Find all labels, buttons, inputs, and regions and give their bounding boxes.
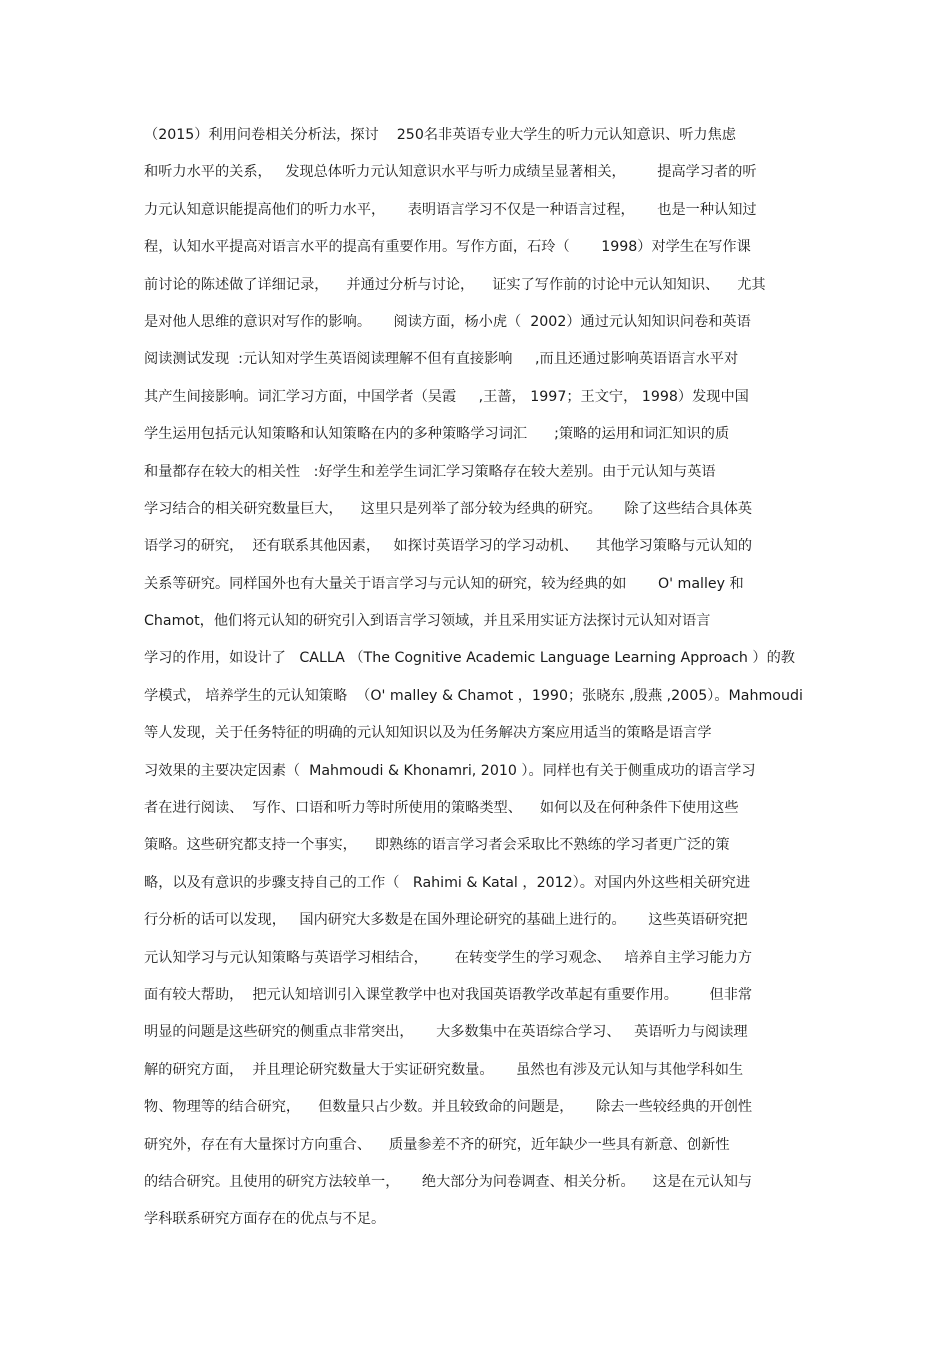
text-line: 和听力水平的关系， 发现总体听力元认知意识水平与听力成绩呈显著相关， 提高学习者的听 — [144, 164, 757, 181]
text-line: 语学习的研究， 还有联系其他因素， 如探讨英语学习的学习动机、 其他学习策略与元认知的 — [144, 538, 753, 555]
text-line: 是对他人思维的意识对写作的影响。 阅读方面，杨小虎（ 2002）通过元认知知识问卷和英语 — [144, 313, 751, 330]
text-line: 习效果的主要决定因素（ Mahmoudi & Khonamri, 2010 ）。同样也有关于侧重成功的语言学习 — [144, 762, 756, 779]
text-line: 阅读测试发现 :元认知对学生英语阅读理解不但有直接影响 ,而且还通过影响英语语言水平对 — [144, 351, 739, 368]
text-line: 的结合研究。且使用的研究方法较单一， 绝大部分为问卷调查、相关分析。 这是在元认知与 — [144, 1173, 753, 1190]
text-line: 面有较大帮助， 把元认知培训引入课堂教学中也对我国英语教学改革起有重要作用。 但非常 — [144, 986, 753, 1003]
text-line: 学科联系研究方面存在的优点与不足。 — [144, 1211, 386, 1228]
text-line: 学模式， 培养学生的元认知策略 （O' malley & Chamot ，1990；张晓东 ,殷燕 ,2005）。Mahmoudi — [144, 687, 803, 704]
text-line: 明显的问题是这些研究的侧重点非常突出， 大多数集中在英语综合学习、 英语听力与阅读理 — [144, 1024, 748, 1041]
text-line: 学习的作用，如设计了 CALLA （The Cognitive Academic Language Learning Approach ）的教 — [144, 650, 795, 667]
text-line: 等人发现，关于任务特征的明确的元认知知识以及为任务解决方案应用适当的策略是语言学 — [144, 725, 712, 742]
text-line: 物、物理等的结合研究， 但数量只占少数。并且较致命的问题是， 除去一些较经典的开创性 — [144, 1099, 753, 1116]
text-line: 力元认知意识能提高他们的听力水平， 表明语言学习不仅是一种语言过程， 也是一种认知过 — [144, 201, 757, 218]
text-line: 策略。这些研究都支持一个事实， 即熟练的语言学习者会采取比不熟练的学习者更广泛的策 — [144, 837, 730, 854]
text-line: 和量都存在较大的相关性 :好学生和差学生词汇学习策略存在较大差别。由于元认知与英语 — [144, 463, 716, 480]
text-line: 前讨论的陈述做了详细记录， 并通过分析与讨论， 证实了写作前的讨论中元认知知识、 尤其 — [144, 276, 766, 293]
text-line: 解的研究方面， 并且理论研究数量大于实证研究数量。 虽然也有涉及元认知与其他学科如生 — [144, 1061, 744, 1078]
text-line: Chamot，他们将元认知的研究引入到语言学习领域，并且采用实证方法探讨元认知对语言 — [144, 613, 711, 630]
text-line: 行分析的话可以发现， 国内研究大多数是在国外理论研究的基础上进行的。 这些英语研究把 — [144, 912, 748, 929]
text-line: 学生运用包括元认知策略和认知策略在内的多种策略学习词汇 ;策略的运用和词汇知识的质 — [144, 426, 730, 443]
text-line: 关系等研究。同样国外也有大量关于语言学习与元认知的研究，较为经典的如 O' malley 和 — [144, 575, 744, 592]
text-line: 程，认知水平提高对语言水平的提高有重要作用。写作方面，石玲（ 1998）对学生在写作课 — [144, 239, 751, 256]
text-line: 元认知学习与元认知策略与英语学习相结合， 在转变学生的学习观念、 培养自主学习能力方 — [144, 949, 753, 966]
text-line: 者在进行阅读、 写作、口语和听力等时所使用的策略类型、 如何以及在何种条件下使用这些 — [144, 800, 739, 817]
text-line: 其产生间接影响。词汇学习方面，中国学者（吴霞 ,王蔷， 1997；王文宁， 1998）发现中国 — [144, 388, 749, 405]
text-line: 研究外，存在有大量探讨方向重合、 质量参差不齐的研究，近年缺少一些具有新意、创新性 — [144, 1136, 730, 1153]
text-line: （2015）利用问卷相关分析法，探讨 250名非英语专业大学生的听力元认知意识、听力焦虑 — [144, 127, 736, 143]
text-line: 学习结合的相关研究数量巨大， 这里只是列举了部分较为经典的研究。 除了这些结合具体英 — [144, 500, 753, 517]
text-line: 略，以及有意识的步骤支持自己的工作（ Rahimi & Katal ，2012）。对国内外这些相关研究进 — [144, 874, 751, 891]
body-text — [144, 121, 814, 1243]
